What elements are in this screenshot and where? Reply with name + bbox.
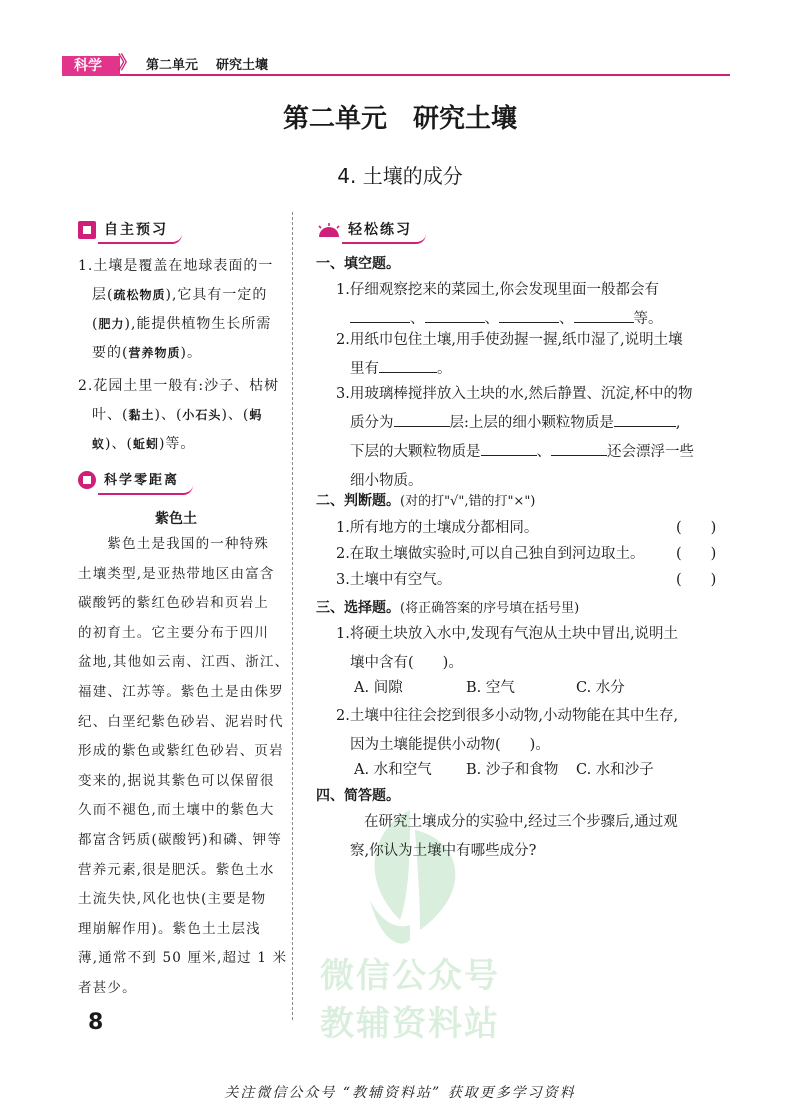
lesson-heading: 4. 土壤的成分 <box>337 164 463 188</box>
story-line: 紫色土是我国的一种特殊 <box>78 536 270 552</box>
story-line: 久而不褪色,而土壤中的紫色大 <box>78 802 275 819</box>
sun-icon <box>316 223 342 237</box>
fill-section-title: 一、填空题。 <box>316 256 400 272</box>
fill-q2 <box>336 326 736 384</box>
judge-q1-paren[interactable]: ( ) <box>676 520 717 536</box>
short-answer-line2: 察,你认为土壤中有哪些成分? <box>350 843 537 859</box>
fill-q3 <box>336 380 736 496</box>
fill-q1-line1: 1.仔细观察挖来的菜园土,你会发现里面一般都会有 <box>336 282 659 298</box>
choice-q1-option-c[interactable]: C. 水分 <box>576 680 625 696</box>
science-icon <box>78 471 96 489</box>
judge-q1: 1.所有地方的土壤成分都相同。 <box>336 520 539 536</box>
preview-q2 <box>78 372 288 459</box>
story-line: 者甚少。 <box>78 979 137 996</box>
story-line: 形成的紫色或紫红色砂岩、页岩 <box>78 743 284 760</box>
answer-blank[interactable] <box>551 441 607 456</box>
choice-q2-option-c[interactable]: C. 水和沙子 <box>576 762 654 778</box>
choice-q2-option-a[interactable]: A. 水和空气 <box>354 762 432 778</box>
choice-q2-line1: 2.土壤中往往会挖到很多小动物,小动物能在其中生存, <box>336 708 679 724</box>
story-line: 营养元素,很是肥沃。紫色土水 <box>78 861 275 878</box>
unit-heading: 第二单元 研究土壤 <box>282 104 517 134</box>
fill-q3-line3: 下层的大颗粒物质是 、 还会漂浮一些 <box>336 438 736 467</box>
choice-q1-option-a[interactable]: A. 间隙 <box>354 680 403 696</box>
answer-blank[interactable] <box>481 441 537 456</box>
choice-q2-line2: 因为土壤能提供小动物( )。 <box>350 737 550 753</box>
practice-badge <box>316 218 426 242</box>
story-line: 土流失快,风化也快(主要是物 <box>78 891 267 908</box>
fill-q3-line2: 质分为 层:上层的细小颗粒物质是 , <box>336 409 736 438</box>
practice-badge-label: 轻松练习 <box>342 218 426 244</box>
fill-q2-line2: 里有 。 <box>336 355 736 384</box>
fill-q3-line1: 3.用玻璃棒搅拌放入土块的水,然后静置、沉淀,杯中的物 <box>336 386 693 402</box>
choice-q1-line1: 1.将硬土块放入水中,发现有气泡从土块中冒出,说明土 <box>336 626 679 642</box>
answer-blank[interactable] <box>425 308 485 323</box>
chevron-icon: 》 <box>118 53 132 74</box>
answer-blank[interactable] <box>499 308 559 323</box>
story-line: 福建、江苏等。紫色土是由侏罗 <box>78 683 284 700</box>
judge-section-title: 二、判断题。(对的打"√",错的打"×") <box>316 493 536 509</box>
story-body <box>78 530 290 1004</box>
story-line: 理崩解作用)。紫色土土层浅 <box>78 920 261 937</box>
choice-q1-option-b[interactable]: B. 空气 <box>466 680 515 696</box>
answer-blank[interactable] <box>394 412 450 427</box>
story-line: 的初育土。它主要分布于四川 <box>78 624 270 641</box>
judge-q3-paren[interactable]: ( ) <box>676 572 717 588</box>
short-answer-question <box>336 808 736 866</box>
choice-q2-option-b[interactable]: B. 沙子和食物 <box>466 762 559 778</box>
q1-line4: 要的(营养物质)。 <box>92 345 202 361</box>
science-badge <box>78 468 193 492</box>
judge-q2-paren[interactable]: ( ) <box>676 546 717 562</box>
fill-q3-line4: 细小物质。 <box>350 473 423 489</box>
answer-blank[interactable] <box>379 358 437 373</box>
column-divider <box>292 212 293 1020</box>
answer-blank[interactable] <box>614 412 676 427</box>
q1-line1: 1.土壤是覆盖在地球表面的一 <box>78 258 274 274</box>
choice-q1-line2: 壤中含有( )。 <box>350 655 463 671</box>
fill-q2-line1: 2.用纸巾包住土壤,用手使劲握一握,纸巾湿了,说明土壤 <box>336 332 683 348</box>
header-unit-title: 研究土壤 <box>216 58 269 73</box>
choice-section-title: 三、选择题。(将正确答案的序号填在括号里) <box>316 600 580 616</box>
watermark-line2: 教辅资料站 <box>320 1004 500 1044</box>
q2-line1: 2.花园土里一般有:沙子、枯树 <box>78 378 280 394</box>
story-line: 纪、白垩纪紫色砂岩、泥岩时代 <box>78 713 284 730</box>
story-line: 变来的,据说其紫色可以保留很 <box>78 772 275 789</box>
story-title: 紫色土 <box>155 511 197 527</box>
story-line: 土壤类型,是亚热带地区由富含 <box>78 565 275 582</box>
short-answer-section-title: 四、简答题。 <box>316 788 400 804</box>
judge-q3: 3.土壤中有空气。 <box>336 572 452 588</box>
fill-q1-line2: 、 、 、 等。 <box>336 305 736 334</box>
short-answer-line1: 在研究土壤成分的实验中,经过三个步骤后,通过观 <box>364 814 678 830</box>
preview-badge <box>78 218 182 242</box>
footer-note: 关注微信公众号 “教辅资料站” 获取更多学习资料 <box>224 1085 576 1101</box>
q1-line2: 层(疏松物质),它具有一定的 <box>92 287 268 303</box>
choice-q2 <box>336 702 736 760</box>
header-unit: 第二单元 <box>146 58 199 73</box>
story-line: 盆地,其他如云南、江西、浙江、 <box>78 654 290 671</box>
preview-icon <box>78 221 96 239</box>
story-line: 薄,通常不到 50 厘米,超过 1 米 <box>78 950 288 967</box>
science-badge-label: 科学零距离 <box>98 469 193 495</box>
preview-q1 <box>78 252 288 368</box>
q2-line2: 叶、(黏土)、(小石头)、(蚂 <box>92 407 263 423</box>
judge-q2: 2.在取土壤做实验时,可以自己独自到河边取土。 <box>336 546 645 562</box>
subject-tag: 科学 <box>62 56 120 76</box>
answer-blank[interactable] <box>350 308 410 323</box>
story-line: 碳酸钙的紫红色砂岩和页岩上 <box>78 595 270 612</box>
q1-line3: (肥力),能提供植物生长所需 <box>92 316 272 332</box>
q2-line3: 蚁)、(蚯蚓)等。 <box>92 436 196 452</box>
preview-badge-label: 自主预习 <box>98 218 182 244</box>
page-number: 8 <box>88 1010 104 1035</box>
watermark-line1: 微信公众号 <box>320 956 500 996</box>
answer-blank[interactable] <box>574 308 634 323</box>
story-line: 都富含钙质(碳酸钙)和磷、钾等 <box>78 831 283 848</box>
choice-q1 <box>336 620 736 678</box>
